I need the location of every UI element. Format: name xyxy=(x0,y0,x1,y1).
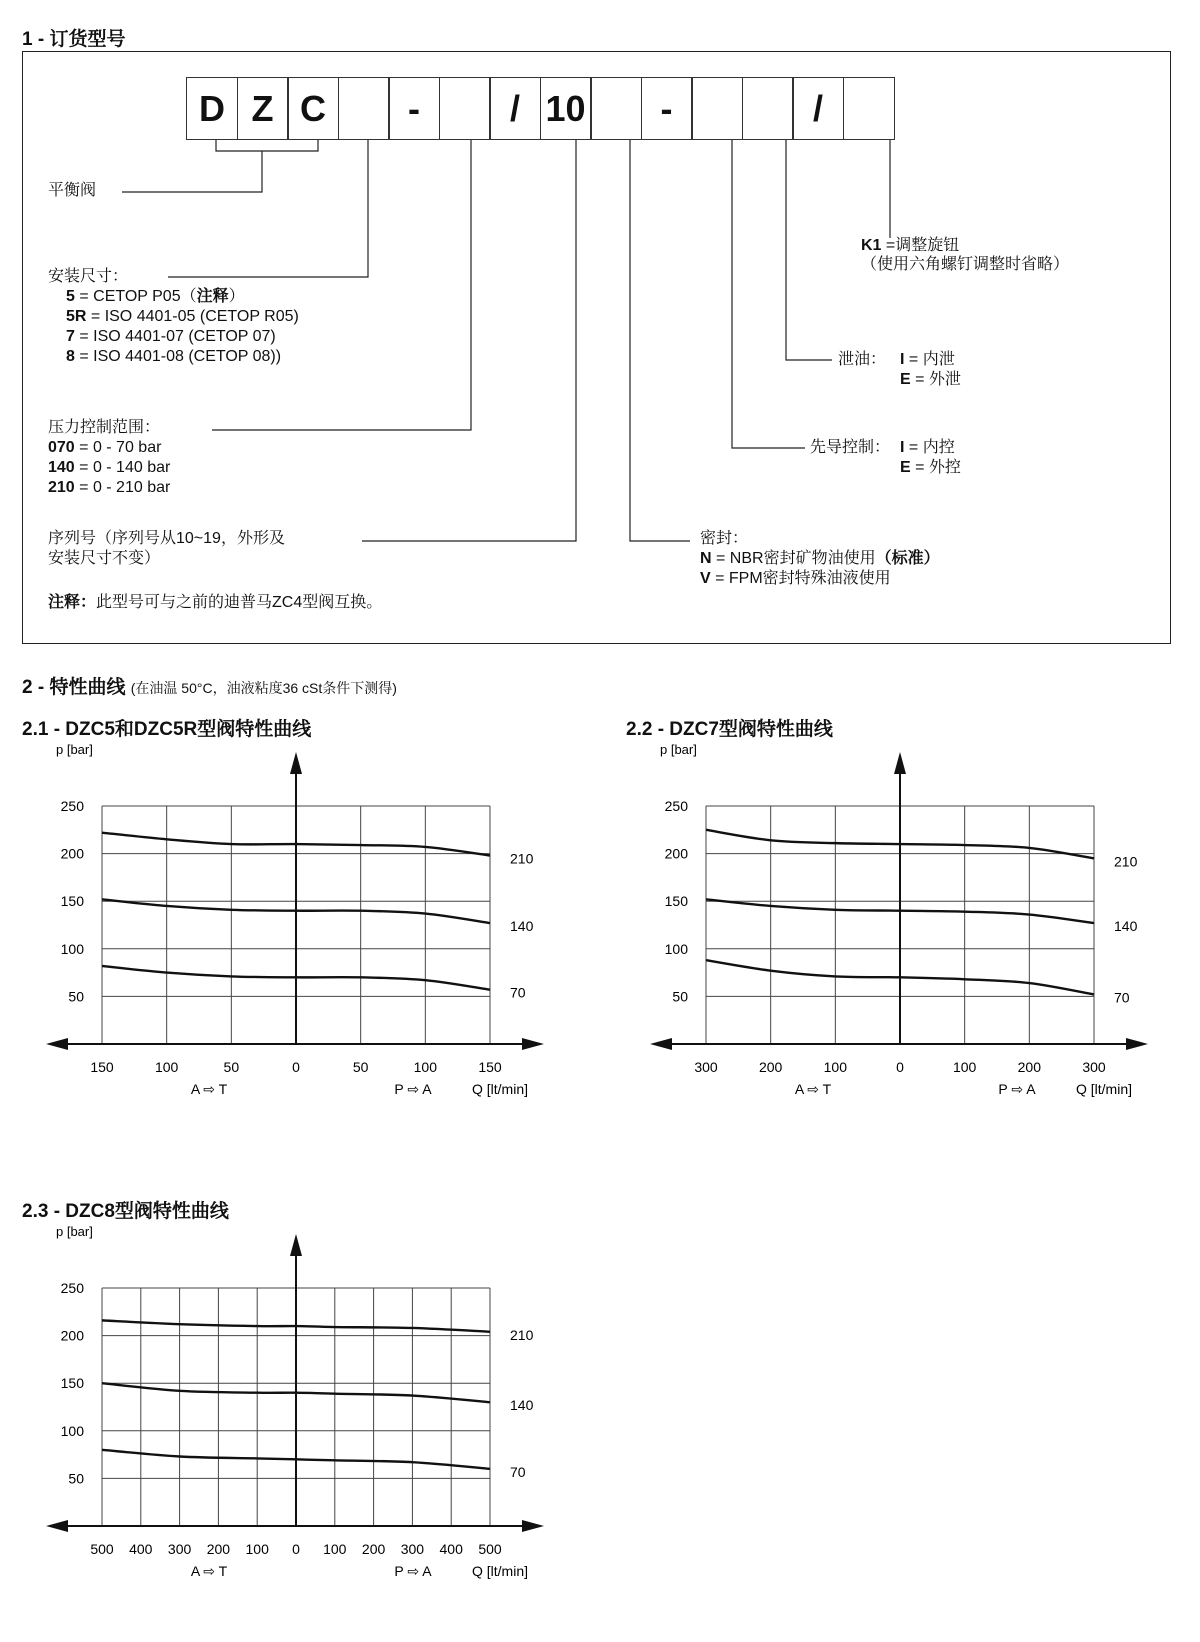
y-tick-label: 150 xyxy=(60,1375,84,1392)
x-tick-label: 100 xyxy=(952,1059,977,1075)
item-code: 7 xyxy=(66,328,75,345)
note xyxy=(48,593,382,613)
item-text: = NBR密封矿物油使用 xyxy=(711,550,876,567)
mount-size-list xyxy=(66,287,299,367)
item-code: 070 xyxy=(48,439,75,456)
x-tick-label: 400 xyxy=(439,1541,463,1557)
y-tick-label: 50 xyxy=(672,988,688,1005)
y-tick-label: 50 xyxy=(68,1470,84,1487)
x-axis-arrow-right xyxy=(522,1520,544,1532)
code-cell: / xyxy=(489,77,541,140)
item-tail: ） xyxy=(228,288,245,305)
y-tick-label: 150 xyxy=(664,893,688,910)
seal-list xyxy=(700,549,940,589)
y-tick-label: 200 xyxy=(664,845,688,862)
item-code: N xyxy=(700,550,712,567)
item-bold-tail: （标准） xyxy=(875,550,940,567)
y-axis-label: p [bar] xyxy=(660,742,697,757)
item-text: = ISO 4401-05 (CETOP R05) xyxy=(86,308,299,325)
list-item xyxy=(66,307,299,327)
item-bold-tail: 注释 xyxy=(196,288,229,305)
label-serial-line1: 序列号（序列号从10~19，外形及 xyxy=(48,530,285,547)
list-item xyxy=(900,438,961,458)
x-tick-label: 300 xyxy=(694,1059,718,1075)
y-axis-label: p [bar] xyxy=(56,1224,93,1239)
x-axis-arrow-left xyxy=(46,1520,68,1532)
item-text: = 0 - 140 bar xyxy=(74,459,171,476)
list-item xyxy=(900,458,961,478)
label-seal-title: 密封： xyxy=(700,530,749,547)
y-tick-label: 50 xyxy=(68,988,84,1005)
x-right-direction-label: P ⇨ A xyxy=(998,1081,1036,1097)
y-center-axis-arrow xyxy=(290,752,302,774)
x-axis-label: Q [lt/min] xyxy=(1075,1081,1132,1097)
code-cell: 10 xyxy=(540,77,592,140)
x-tick-label: 300 xyxy=(1082,1059,1106,1075)
x-tick-label: 100 xyxy=(154,1059,179,1075)
k1-code: K1 xyxy=(861,237,882,254)
x-axis-arrow-right xyxy=(522,1038,544,1050)
x-axis-arrow-right xyxy=(1126,1038,1148,1050)
item-code: I xyxy=(900,351,905,368)
list-item xyxy=(48,438,170,458)
section2-subtitle: (在油温 50°C，油液粘度36 cSt条件下测得) xyxy=(130,680,397,696)
y-tick-label: 200 xyxy=(60,1327,84,1344)
item-code: I xyxy=(900,439,905,456)
label-mount-title: 安装尺寸： xyxy=(48,268,129,285)
list-item xyxy=(66,347,299,367)
series-label-210: 210 xyxy=(510,1326,534,1343)
y-axis-label: p [bar] xyxy=(56,742,93,757)
item-code: V xyxy=(700,570,711,587)
item-text: = 0 - 70 bar xyxy=(74,439,162,456)
leader-serial xyxy=(362,140,576,541)
item-code: 5 xyxy=(66,288,75,305)
y-tick-label: 250 xyxy=(664,798,688,814)
series-label-210: 210 xyxy=(1114,853,1138,870)
note-text: 此型号可与之前的迪普马ZC4型阀互换。 xyxy=(96,594,383,611)
x-axis-label: Q [lt/min] xyxy=(471,1081,528,1097)
x-tick-label: 0 xyxy=(896,1059,904,1075)
x-tick-label: 100 xyxy=(323,1541,347,1557)
pressure-range-list xyxy=(48,438,170,498)
label-k1-sub: （使用六角螺钉调整时省略） xyxy=(861,256,1070,273)
x-tick-label: 300 xyxy=(400,1541,425,1557)
pilot-list xyxy=(900,438,961,478)
k1-text: =调整旋钮 xyxy=(881,237,960,254)
series-label-70: 70 xyxy=(510,984,526,1001)
code-cell: - xyxy=(388,77,440,140)
section1-title: 1 - 订货型号 xyxy=(22,29,126,50)
y-tick-label: 150 xyxy=(60,893,84,910)
x-left-direction-label: A ⇨ T xyxy=(794,1081,832,1097)
label-valve: 平衡阀 xyxy=(48,182,97,199)
list-item xyxy=(700,569,940,589)
label-drain-title: 泄油： xyxy=(838,351,887,368)
x-tick-label: 200 xyxy=(361,1541,386,1557)
y-center-axis-arrow xyxy=(290,1234,302,1256)
code-cell: C xyxy=(287,77,339,140)
series-label-70: 70 xyxy=(510,1463,526,1480)
list-item xyxy=(48,458,170,478)
item-text: = FPM密封特殊油液使用 xyxy=(710,570,891,587)
x-tick-label: 100 xyxy=(245,1541,269,1557)
x-axis-arrow-left xyxy=(650,1038,672,1050)
leader-valve xyxy=(122,151,262,192)
x-axis-label: Q [lt/min] xyxy=(471,1563,528,1579)
section2-title-text: 2 - 特性曲线 xyxy=(22,677,126,698)
y-center-axis-arrow xyxy=(894,752,906,774)
y-tick-label: 200 xyxy=(60,845,84,862)
item-text: = ISO 4401-08 (CETOP 08)) xyxy=(74,348,282,365)
section2-title xyxy=(22,672,397,699)
x-left-direction-label: A ⇨ T xyxy=(190,1563,228,1579)
item-text: = 0 - 210 bar xyxy=(74,479,171,496)
x-tick-label: 500 xyxy=(90,1541,114,1557)
item-text: = 外控 xyxy=(910,459,961,476)
x-tick-label: 100 xyxy=(413,1059,438,1075)
x-tick-label: 200 xyxy=(1017,1059,1042,1075)
x-tick-label: 400 xyxy=(129,1541,153,1557)
label-pressure-title: 压力控制范围： xyxy=(48,419,161,436)
leader-drain xyxy=(786,140,832,360)
list-item xyxy=(900,370,961,390)
item-text: = 外泄 xyxy=(910,371,961,388)
item-code: 8 xyxy=(66,348,75,365)
code-cell: D xyxy=(186,77,238,140)
x-axis-arrow-left xyxy=(46,1038,68,1050)
item-code: 210 xyxy=(48,479,75,496)
y-tick-label: 250 xyxy=(60,798,84,814)
y-tick-label: 100 xyxy=(664,940,688,957)
item-code: E xyxy=(900,371,911,388)
item-code: E xyxy=(900,459,911,476)
series-label-210: 210 xyxy=(510,850,534,867)
list-item xyxy=(900,350,961,370)
label-pilot-title: 先导控制： xyxy=(810,439,891,456)
chart2-title: 2.2 - DZC7型阀特性曲线 xyxy=(626,719,833,740)
label-k1 xyxy=(861,236,959,256)
x-tick-label: 0 xyxy=(292,1059,300,1075)
item-code: 5R xyxy=(66,308,87,325)
chart1-title: 2.1 - DZC5和DZC5R型阀特性曲线 xyxy=(22,719,312,740)
dzc-bracket xyxy=(216,140,318,151)
list-item xyxy=(48,478,170,498)
x-tick-label: 200 xyxy=(206,1541,231,1557)
x-tick-label: 500 xyxy=(478,1541,502,1557)
leader-size xyxy=(168,140,368,277)
x-right-direction-label: P ⇨ A xyxy=(394,1563,432,1579)
chart-dzc8 xyxy=(40,1222,560,1632)
drain-list xyxy=(900,350,961,390)
series-label-140: 140 xyxy=(510,918,534,935)
x-tick-label: 200 xyxy=(758,1059,783,1075)
x-tick-label: 0 xyxy=(292,1541,300,1557)
chart-dzc5 xyxy=(40,740,560,1150)
x-tick-label: 150 xyxy=(90,1059,114,1075)
chart-dzc7 xyxy=(644,740,1164,1150)
x-tick-label: 150 xyxy=(478,1059,502,1075)
chart3-title: 2.3 - DZC8型阀特性曲线 xyxy=(22,1201,229,1222)
x-tick-label: 50 xyxy=(352,1059,369,1075)
x-tick-label: 50 xyxy=(223,1059,240,1075)
item-text: = 内泄 xyxy=(904,351,955,368)
code-cell: / xyxy=(792,77,844,140)
y-tick-label: 100 xyxy=(60,940,84,957)
leader-pilot xyxy=(732,140,805,448)
list-item xyxy=(66,287,299,307)
series-label-140: 140 xyxy=(1114,918,1138,935)
code-cell: Z xyxy=(237,77,289,140)
series-label-70: 70 xyxy=(1114,989,1130,1006)
leader-seal xyxy=(630,140,690,541)
note-label: 注释： xyxy=(48,594,97,611)
item-code: 140 xyxy=(48,459,75,476)
x-tick-label: 300 xyxy=(167,1541,192,1557)
code-cell: - xyxy=(641,77,693,140)
y-tick-label: 100 xyxy=(60,1422,84,1439)
y-tick-label: 250 xyxy=(60,1280,84,1296)
label-serial-line2: 安装尺寸不变） xyxy=(48,550,161,567)
leader-pressure xyxy=(212,140,471,430)
list-item xyxy=(700,549,940,569)
x-left-direction-label: A ⇨ T xyxy=(190,1081,228,1097)
x-tick-label: 100 xyxy=(823,1059,848,1075)
item-text: = CETOP P05（ xyxy=(74,288,197,305)
list-item xyxy=(66,327,299,347)
item-text: = ISO 4401-07 (CETOP 07) xyxy=(74,328,276,345)
x-right-direction-label: P ⇨ A xyxy=(394,1081,432,1097)
item-text: = 内控 xyxy=(904,439,955,456)
series-label-140: 140 xyxy=(510,1397,534,1414)
